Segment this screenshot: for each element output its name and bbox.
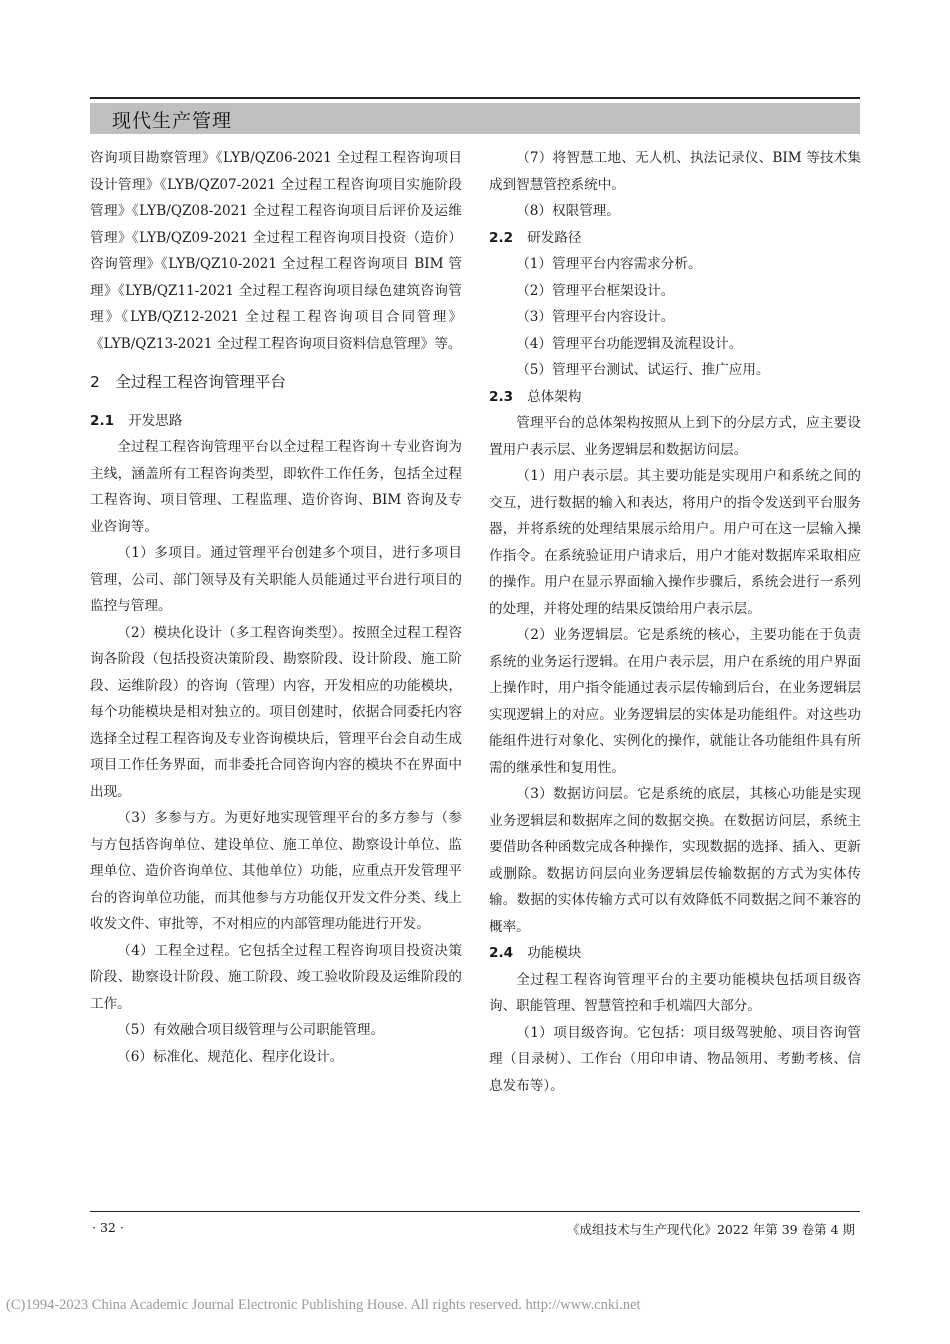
copyright-watermark: (C)1994-2023 China Academic Journal Electronic Publishing House. All rights reserved. http://www.cnki.net xyxy=(6,1297,641,1313)
list-item: （3）管理平台内容设计。 xyxy=(516,309,675,325)
subsection-2-1-heading xyxy=(90,408,462,435)
subsection-2-4-heading xyxy=(489,940,861,967)
right-column xyxy=(489,145,861,1099)
subsection-title: 开发思路 xyxy=(128,412,183,429)
page-number: · 32 · xyxy=(92,1220,124,1235)
paragraph: （2）业务逻辑层。它是系统的核心，主要功能在于负责系统的业务运行逻辑。在用户表示层，用户在系统的用户界面上操作时，用户指令能通过表示层传输到后台，在业务逻辑层实现逻辑上的对应。业务逻辑层的实体是功能组件。对这些功能组件进行对象化、实例化的操作，就能让各功能组件具有所需的继承性和复用性。 xyxy=(489,627,861,776)
paragraph: 全过程工程咨询管理平台的主要功能模块包括项目级咨询、职能管理、智慧管控和手机端四大部分。 xyxy=(489,971,861,1014)
paragraph: （4）工程全过程。它包括全过程工程咨询项目投资决策阶段、勘察设计阶段、施工阶段、竣工验收阶段及运维阶段的工作。 xyxy=(90,942,462,1012)
subsection-title: 总体架构 xyxy=(527,388,582,405)
intro-paragraph: 咨询项目勘察管理》《LYB/QZ06-2021 全过程工程咨询项目设计管理》《LYB/QZ07-2021 全过程工程咨询项目实施阶段管理》《LYB/QZ08-2021 全过程工程咨询项目后评价及运维管理》《LYB/QZ09-2021 全过程工程咨询项目投资（造价）咨询管理》《LYB/QZ10-2021 全过程工程咨询项目 BIM 管理》《LYB/QZ11-2021 全过程工程咨询项目绿色建筑咨询管理》《LYB/QZ12-2021 全过程工程咨询项目合同管理》《LYB/QZ13-2021 全过程工程咨询项目资料信息管理》等。 xyxy=(90,150,462,352)
paragraph: （1）多项目。通过管理平台创建多个项目，进行多项目管理，公司、部门领导及有关职能人员能通过平台进行项目的监控与管理。 xyxy=(90,545,462,614)
paragraph: （3）数据访问层。它是系统的底层，其核心功能是实现业务逻辑层和数据库之间的数据交换。在数据访问层，系统主要借助各种函数完成各种操作，实现数据的选择、插入、更新或删除。数据访问层向业务逻辑层传输数据的方式为实体传输。数据的实体传输方式可以有效降低不同数据之间不兼容的概率。 xyxy=(489,786,861,935)
paragraph: （2）模块化设计（多工程咨询类型）。按照全过程工程咨询各阶段（包括投资决策阶段、勘察阶段、设计阶段、施工阶段、运维阶段）的咨询（管理）内容，开发相应的功能模块，每个功能模块是相对独立的。项目创建时，依据合同委托内容选择全过程工程咨询及专业咨询模块后，管理平台会自动生成项目工作任务界面，而非委托合同咨询内容的模块不在界面中出现。 xyxy=(90,624,462,800)
paragraph: （5）有效融合项目级管理与公司职能管理。 xyxy=(117,1022,385,1038)
subsection-title: 功能模块 xyxy=(527,945,582,961)
footer-rule xyxy=(90,1211,860,1212)
list-item: （1）管理平台内容需求分析。 xyxy=(516,256,702,272)
paragraph: （3）多参与方。为更好地实现管理平台的多方参与（参与方包括咨询单位、建设单位、施工单位、勘察设计单位、监理单位、造价咨询单位、其他单位）功能，应重点开发管理平台的咨询单位功能，而其他参与方功能仅开发文件分类、线上收发文件、审批等，不对相应的内部管理功能进行开发。 xyxy=(90,810,462,932)
paragraph: （7）将智慧工地、无人机、执法记录仪、BIM 等技术集成到智慧管控系统中。 xyxy=(489,150,861,193)
section-title: 现代生产管理 xyxy=(112,110,233,132)
left-column xyxy=(90,145,462,1070)
subsection-number: 2.1 xyxy=(90,412,115,429)
subsection-number: 2.2 xyxy=(489,229,514,246)
list-item: （2）管理平台框架设计。 xyxy=(516,282,675,299)
list-item: （4）管理平台功能逻辑及流程设计。 xyxy=(516,335,743,352)
header-rule xyxy=(90,97,860,99)
subsection-2-3-heading xyxy=(489,384,861,411)
section-2-heading: 2 全过程工程咨询管理平台 xyxy=(90,373,286,391)
paragraph: （1）用户表示层。其主要功能是实现用户和系统之间的交互，进行数据的输入和表达，将用户的指令发送到平台服务器，并将系统的处理结果展示给用户。用户可在这一层输入操作指令。在系统验证用户请求后，用户才能对数据库采取相应的操作。用户在显示界面输入操作步骤后，系统会进行一系列的处理，并将处理的结果反馈给用户表示层。 xyxy=(489,468,861,617)
paragraph: （1）项目级咨询。它包括：项目级驾驶舱、项目咨询管理（目录树）、工作台（用印申请、物品领用、考勤考核、信息发布等）。 xyxy=(489,1024,861,1094)
section-header-bar xyxy=(90,103,860,134)
subsection-title: 研发路径 xyxy=(527,229,582,246)
paragraph: 全过程工程咨询管理平台以全过程工程咨询＋专业咨询为主线，涵盖所有工程咨询类型，即软件工作任务，包括全过程工程咨询、项目管理、工程监理、造价咨询、BIM 咨询及专业咨询等。 xyxy=(90,439,462,535)
subsection-number: 2.3 xyxy=(489,388,514,405)
subsection-2-2-heading xyxy=(489,225,861,252)
journal-citation: 《成组技术与生产现代化》2022 年第 39 卷第 4 期 xyxy=(566,1222,855,1237)
subsection-number: 2.4 xyxy=(489,945,514,961)
paragraph: （8）权限管理。 xyxy=(516,203,620,219)
list-item: （5）管理平台测试、试运行、推广应用。 xyxy=(516,362,770,378)
paragraph: （6）标准化、规范化、程序化设计。 xyxy=(117,1048,344,1065)
paragraph: 管理平台的总体架构按照从上到下的分层方式，应主要设置用户表示层、业务逻辑层和数据访问层。 xyxy=(489,415,861,458)
